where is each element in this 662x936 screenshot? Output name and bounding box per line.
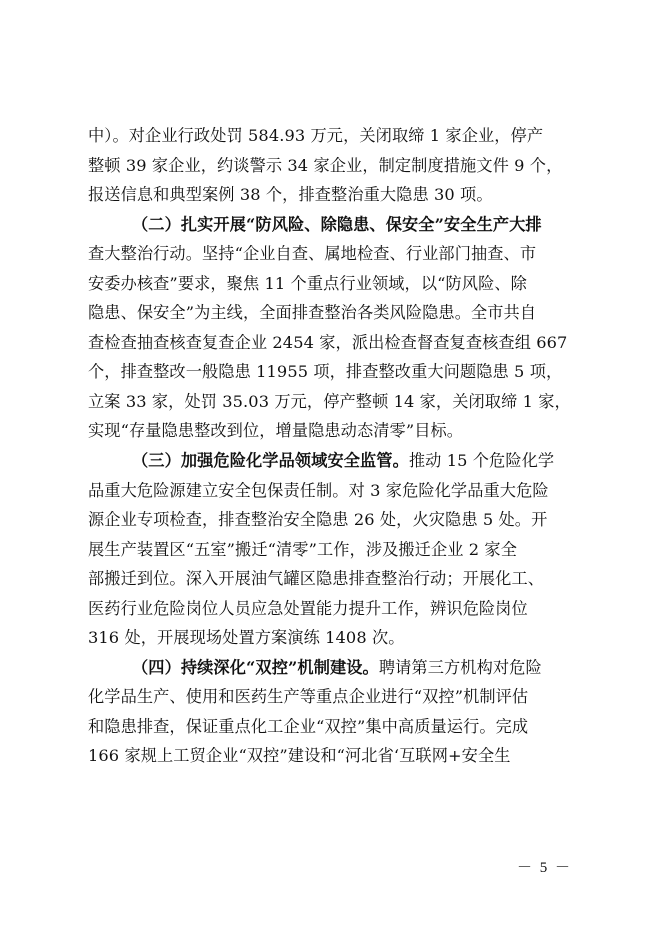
- text-line: 316 处，开展现场处置方案演练 1408 次。: [88, 628, 405, 648]
- text-run: 聘请第三方机构对危险: [378, 657, 542, 677]
- text-line: 立案 33 家，处罚 35.03 万元，停产整顿 14 家，关闭取缔 1 家，: [88, 391, 571, 411]
- text-line: 个，排查整改一般隐患 11955 项，排查整改重大问题隐患 5 项，: [88, 362, 563, 382]
- text-line: 中）。对企业行政处罚 584.93 万元，关闭取缔 1 家企业，停产: [88, 126, 544, 145]
- document-body: [88, 121, 582, 771]
- text-line: 展生产装置区“五室”搬迁“清零”工作，涉及搬迁企业 2 家全: [88, 539, 518, 559]
- text-line: 查检查抽查核查复查企业 2454 家，派出检查督查复查核查组 667: [88, 332, 568, 352]
- section-heading-4: （四）持续深化“双控”机制建设。: [132, 657, 379, 677]
- page-number: － 5 －: [516, 860, 572, 876]
- text-line: 166 家规上工贸企业“双控”建设和“河北省‘互联网+安全生: [88, 746, 511, 766]
- text-run: 推动 15 个危险化学: [408, 451, 555, 471]
- text-line: 整顿 39 家企业，约谈警示 34 家企业，制定制度措施文件 9 个，: [88, 155, 563, 175]
- text-line: 和隐患排查，保证重点化工企业“双控”集中高质量运行。完成: [88, 716, 529, 736]
- text-line: 实现“存量隐患整改到位，增量隐患动态清零”目标。: [88, 421, 464, 441]
- text-line: 化学品生产、使用和医药生产等重点企业进行“双控”机制评估: [88, 687, 529, 707]
- section-heading-2: （二）扎实开展“防风险、除隐患、保安全”安全生产大排: [132, 214, 542, 234]
- text-line: 品重大危险源建立安全包保责任制。对 3 家危险化学品重大危险: [88, 480, 549, 500]
- paragraph-first-line: [88, 446, 582, 476]
- text-line: 报送信息和典型案例 38 个，排查整治重大隐患 30 项。: [88, 185, 493, 205]
- text-line: 源企业专项检查，排查整治安全隐患 26 处，火灾隐患 5 处。开: [88, 510, 548, 530]
- text-line: 部搬迁到位。深入开展油气罐区隐患排查整治行动；开展化工、: [88, 569, 545, 589]
- section-heading-3: （三）加强危险化学品领域安全监管。: [132, 451, 409, 471]
- paragraph-first-line: [88, 653, 582, 683]
- text-line: 隐患、保安全”为主线，全面排查整治各类风险隐患。全市共自: [88, 303, 537, 323]
- text-line: 查大整治行动。坚持“企业自查、属地检查、行业部门抽查、市: [88, 244, 537, 264]
- text-line: 安委办核查”要求，聚焦 11 个重点行业领域，以“防风险、除: [88, 273, 527, 293]
- text-line: 医药行业危险岗位人员应急处置能力提升工作，辨识危险岗位: [88, 598, 528, 618]
